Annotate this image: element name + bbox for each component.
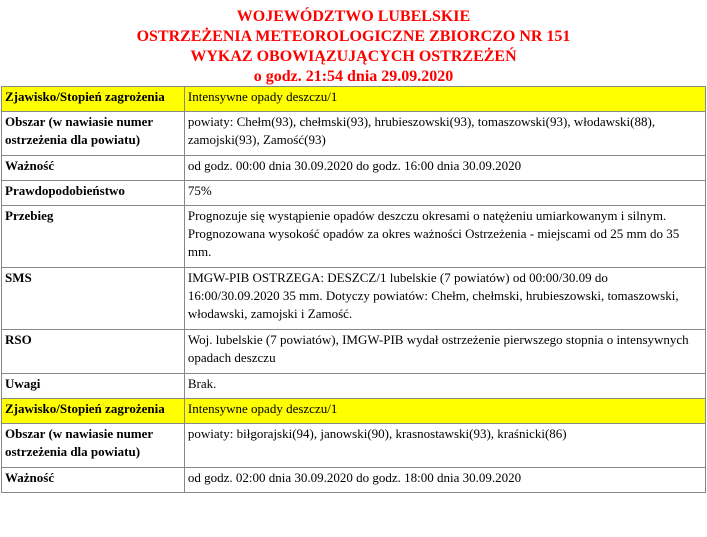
table-row — [2, 181, 706, 206]
course-label: Przebieg — [2, 206, 185, 268]
table-row — [2, 206, 706, 268]
header-list-title: WYKAZ OBOWIĄZUJĄCYCH OSTRZEŻEŃ — [190, 48, 517, 65]
table-row — [2, 374, 706, 399]
phenomenon-value: Intensywne opady deszczu/1 — [185, 399, 706, 424]
header-region: WOJEWÓDZTWO LUBELSKIE — [236, 8, 471, 25]
validity-label: Ważność — [2, 156, 185, 181]
phenomenon-label: Zjawisko/Stopień zagrożenia — [2, 87, 185, 112]
table-row — [2, 468, 706, 493]
warnings-table — [1, 86, 706, 493]
remarks-value: Brak. — [185, 374, 706, 399]
area-label: Obszar (w nawiasie numer ostrzeżenia dla powiatu) — [2, 112, 185, 156]
header-timestamp: o godz. 21:54 dnia 29.09.2020 — [253, 68, 454, 85]
area-value: powiaty: biłgorajski(94), janowski(90), krasnostawski(93), kraśnicki(86) — [185, 424, 706, 468]
table-row — [2, 112, 706, 156]
header-bulletin-title: OSTRZEŻENIA METEOROLOGICZNE ZBIORCZO NR 151 — [136, 28, 571, 45]
table-row — [2, 156, 706, 181]
document-header — [0, 0, 707, 86]
sms-label: SMS — [2, 268, 185, 330]
rso-label: RSO — [2, 330, 185, 374]
table-row — [2, 330, 706, 374]
table-row — [2, 268, 706, 330]
table-row — [2, 424, 706, 468]
probability-value: 75% — [185, 181, 706, 206]
course-value: Prognozuje się wystąpienie opadów deszczu okresami o natężeniu umiarkowanym i silnym. Prognozowana wysokość opadów za okres ważności Ostrzeżenia - miejscami od 25 mm do 35 mm. — [185, 206, 706, 268]
validity-label: Ważność — [2, 468, 185, 493]
area-label: Obszar (w nawiasie numer ostrzeżenia dla powiatu) — [2, 424, 185, 468]
phenomenon-label: Zjawisko/Stopień zagrożenia — [2, 399, 185, 424]
validity-value: od godz. 02:00 dnia 30.09.2020 do godz. 18:00 dnia 30.09.2020 — [185, 468, 706, 493]
table-row — [2, 87, 706, 112]
table-row — [2, 399, 706, 424]
probability-label: Prawdopodobieństwo — [2, 181, 185, 206]
validity-value: od godz. 00:00 dnia 30.09.2020 do godz. 16:00 dnia 30.09.2020 — [185, 156, 706, 181]
rso-value: Woj. lubelskie (7 powiatów), IMGW-PIB wydał ostrzeżenie pierwszego stopnia o intensywnych opadach deszczu — [185, 330, 706, 374]
sms-value: IMGW-PIB OSTRZEGA: DESZCZ/1 lubelskie (7 powiatów) od 00:00/30.09 do 16:00/30.09.2020 35 mm. Dotyczy powiatów: Chełm, chełmski, hrubieszowski, tomaszowski, włodawski, zamojski i Zamość. — [185, 268, 706, 330]
phenomenon-value: Intensywne opady deszczu/1 — [185, 87, 706, 112]
area-value: powiaty: Chełm(93), chełmski(93), hrubieszowski(93), tomaszowski(93), włodawski(88), zamojski(93), Zamość(93) — [185, 112, 706, 156]
remarks-label: Uwagi — [2, 374, 185, 399]
